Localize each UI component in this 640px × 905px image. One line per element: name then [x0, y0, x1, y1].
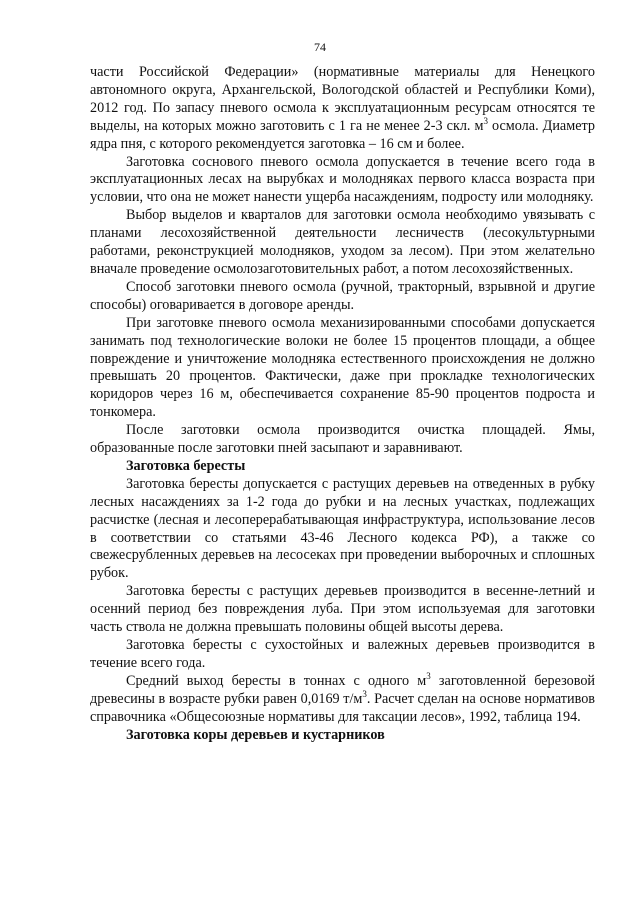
paragraph-text: Средний выход бересты в тоннах с одного м	[126, 672, 427, 689]
paragraph: Способ заготовки пневого осмола (ручной, тракторный, взрывной и другие способы) оговаривается в договоре аренды.	[90, 278, 595, 313]
paragraph: После заготовки осмола производится очистка площадей. Ямы, образованные после заготовки пней засыпают и заравнивают.	[90, 422, 595, 457]
paragraph-text: осмола. Диаметр ядра пня, с которого рекомендуется заготовка – 16 см и более.	[90, 117, 595, 152]
section-heading: Заготовка бересты	[126, 457, 246, 474]
page-number: 74	[314, 40, 326, 54]
paragraph-text: . Расчет сделан на основе нормативов справочника «Общесоюзные нормативы для таксации лесов», 1992, таблица 194.	[90, 690, 595, 725]
document-body	[90, 64, 595, 744]
paragraph-text: заготовленной березовой древесины в возрасте рубки равен 0,0169 т/м	[90, 672, 596, 707]
paragraph: Выбор выделов и кварталов для заготовки осмола необходимо увязывать с планами лесохозяйственной деятельности лесничеств (лесокультурными работами, реконструкцией молодняков, уходом за лесом). При этом желательно вначале проведение осмолозаготовительных работ, а потом лесохозяйственных.	[90, 207, 595, 277]
superscript: 3	[426, 670, 431, 681]
paragraph-text: части Российской Федерации» (нормативные материалы для Ненецкого автономного округа, Архангельской, Вологодской областей и Республики Коми), 2012 год. По запасу пневого осмола к эксплуатационным ресурсам относятся те выделы, на которых можно заготовить с 1 га не менее 2-3 скл. м	[90, 64, 595, 134]
paragraph: При заготовке пневого осмола механизированными способами допускается занимать под технологические волоки не более 15 процентов площади, а общее повреждение и уничтожение молодняка естественного происхождения не должно превышать 20 процентов. Фактически, даже при прокладке технологических коридоров через 16 м, обеспечивается сохранение 85-90 процентов подроста и тонкомера.	[90, 314, 595, 421]
superscript: 3	[362, 688, 367, 699]
paragraph: Заготовка бересты с сухостойных и валежных деревьев производится в течение всего года.	[90, 637, 595, 671]
section-heading: Заготовка коры деревьев и кустарников	[126, 726, 385, 743]
superscript: 3	[483, 115, 488, 126]
paragraph	[90, 64, 595, 154]
paragraph: Заготовка бересты с растущих деревьев производится в весенне-летний и осенний период без повреждения луба. При этом используемая для заготовки часть ствола не должна превышать половины общей высоты дерева.	[90, 583, 595, 636]
paragraph: Заготовка соснового пневого осмола допускается в течение всего года в эксплуатационных лесах на вырубках и молодняках первого класса возраста при условии, что она не может нанести ущерба насаждениям, подросту или молодняку.	[90, 153, 595, 206]
paragraph: Заготовка бересты допускается с растущих деревьев на отведенных в рубку лесных насаждениях за 1-2 года до рубки и на лесных участках, подлежащих расчистке (лесная и лесоперерабатывающая инфраструктура, использование лесов в соответствии со статьями 43-46 Лесного кодекса РФ), а также со свежесрубленных деревьев на лесосеках при проведении выборочных и сплошных рубок.	[90, 475, 595, 582]
paragraph	[90, 670, 596, 727]
